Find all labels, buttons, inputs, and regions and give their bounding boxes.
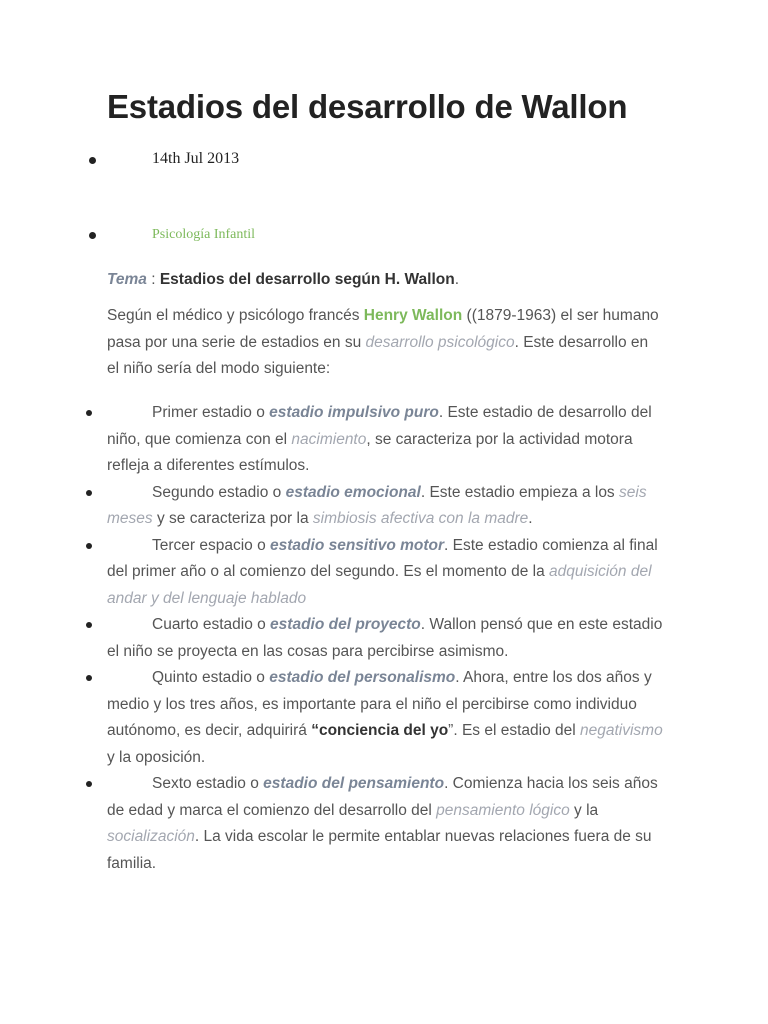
author-link[interactable]: Henry Wallon (363, 307, 463, 324)
stage-lead: Primer estadio o (152, 404, 270, 421)
stage-term-link[interactable]: socialización (107, 828, 195, 845)
stage-text: y la oposición. (107, 748, 206, 766)
stage-text: . Ahora, entre los dos años y medio y los tres años, es importante para el niño el percibirse como individuo autónomo, es decir, adquirirá (107, 669, 652, 739)
list-item (86, 612, 666, 665)
stage-term-link[interactable]: seis meses (107, 483, 647, 527)
stage-term-link[interactable]: pensamiento lógico (436, 801, 570, 819)
stage-lead: Sexto estadio o (152, 775, 264, 792)
intro-text: ((1879-1963) el ser humano pasa por una serie de estadios en su (107, 307, 659, 351)
stage-text: y la (569, 801, 599, 819)
stage-key: estadio del proyecto (270, 616, 421, 633)
tema-label: Tema (107, 271, 147, 288)
intro-term-link[interactable]: desarrollo psicológico (365, 333, 515, 351)
stage-key: estadio sensitivo motor (270, 536, 445, 554)
page-title: Estadios del desarrollo de Wallon (107, 88, 628, 125)
post-date: 14th Jul 2013 (152, 150, 240, 167)
stage-key: estadio emocional (285, 483, 421, 501)
stage-lead: Quinto estadio o (152, 669, 270, 686)
stage-key: estadio del pensamiento (263, 775, 445, 792)
stage-term-link[interactable]: adquisición del andar y del lenguaje hablado (107, 563, 652, 607)
stage-key: estadio del personalismo (269, 669, 456, 686)
stage-text: . La vida escolar le permite entablar nuevas relaciones fuera de su familia. (107, 828, 652, 872)
stage-text: y se caracteriza por la (152, 510, 313, 527)
intro-text: Según el médico y psicólogo francés (107, 307, 364, 324)
stage-text: . Este estadio de desarrollo del niño, que comienza con el (107, 404, 652, 448)
intro-paragraph (107, 303, 662, 383)
category-link[interactable]: Psicología Infantil (152, 227, 256, 242)
list-item (86, 480, 666, 533)
bullet (89, 157, 96, 164)
tema-end: . (454, 271, 459, 288)
stage-quote: “conciencia del yo (311, 722, 449, 739)
stage-term-link[interactable]: nacimiento (291, 430, 367, 448)
stage-text: . Comienza hacia los seis años de edad y marca el comienzo del desarrollo del (107, 775, 658, 819)
tema-separator: : (146, 271, 160, 288)
stage-lead: Segundo estadio o (152, 483, 286, 501)
stage-text: . (528, 510, 533, 527)
list-item (86, 665, 666, 771)
stage-lead: Tercer espacio o (152, 536, 271, 554)
list-item (86, 400, 666, 480)
intro-text: . Este desarrollo en el niño sería del modo siguiente: (107, 333, 649, 377)
tema-subject: Estadios del desarrollo según H. Wallon (159, 271, 455, 288)
bullet (89, 232, 96, 239)
stage-list (86, 400, 666, 877)
stage-key: estadio impulsivo puro (269, 404, 439, 421)
stage-text: . Este estadio empieza a los (420, 483, 619, 501)
tema-line (107, 267, 662, 294)
stage-text: . Wallon pensó que en este estadio el niño se proyecta en las cosas para percibirse asimismo. (107, 616, 663, 660)
list-item (86, 533, 666, 613)
list-item (86, 771, 666, 877)
stage-term-link[interactable]: negativismo (580, 722, 663, 739)
stage-text: . Este estadio comienza al final del primer año o al comienzo del segundo. Es el momento de la (107, 536, 658, 580)
stage-text: , se caracteriza por la actividad motora refleja a diferentes estímulos. (107, 430, 633, 474)
stage-term-link[interactable]: simbiosis afectiva con la madre (312, 510, 529, 527)
stage-text: ”. Es el estadio del (448, 722, 580, 739)
stage-lead: Cuarto estadio o (152, 616, 271, 633)
